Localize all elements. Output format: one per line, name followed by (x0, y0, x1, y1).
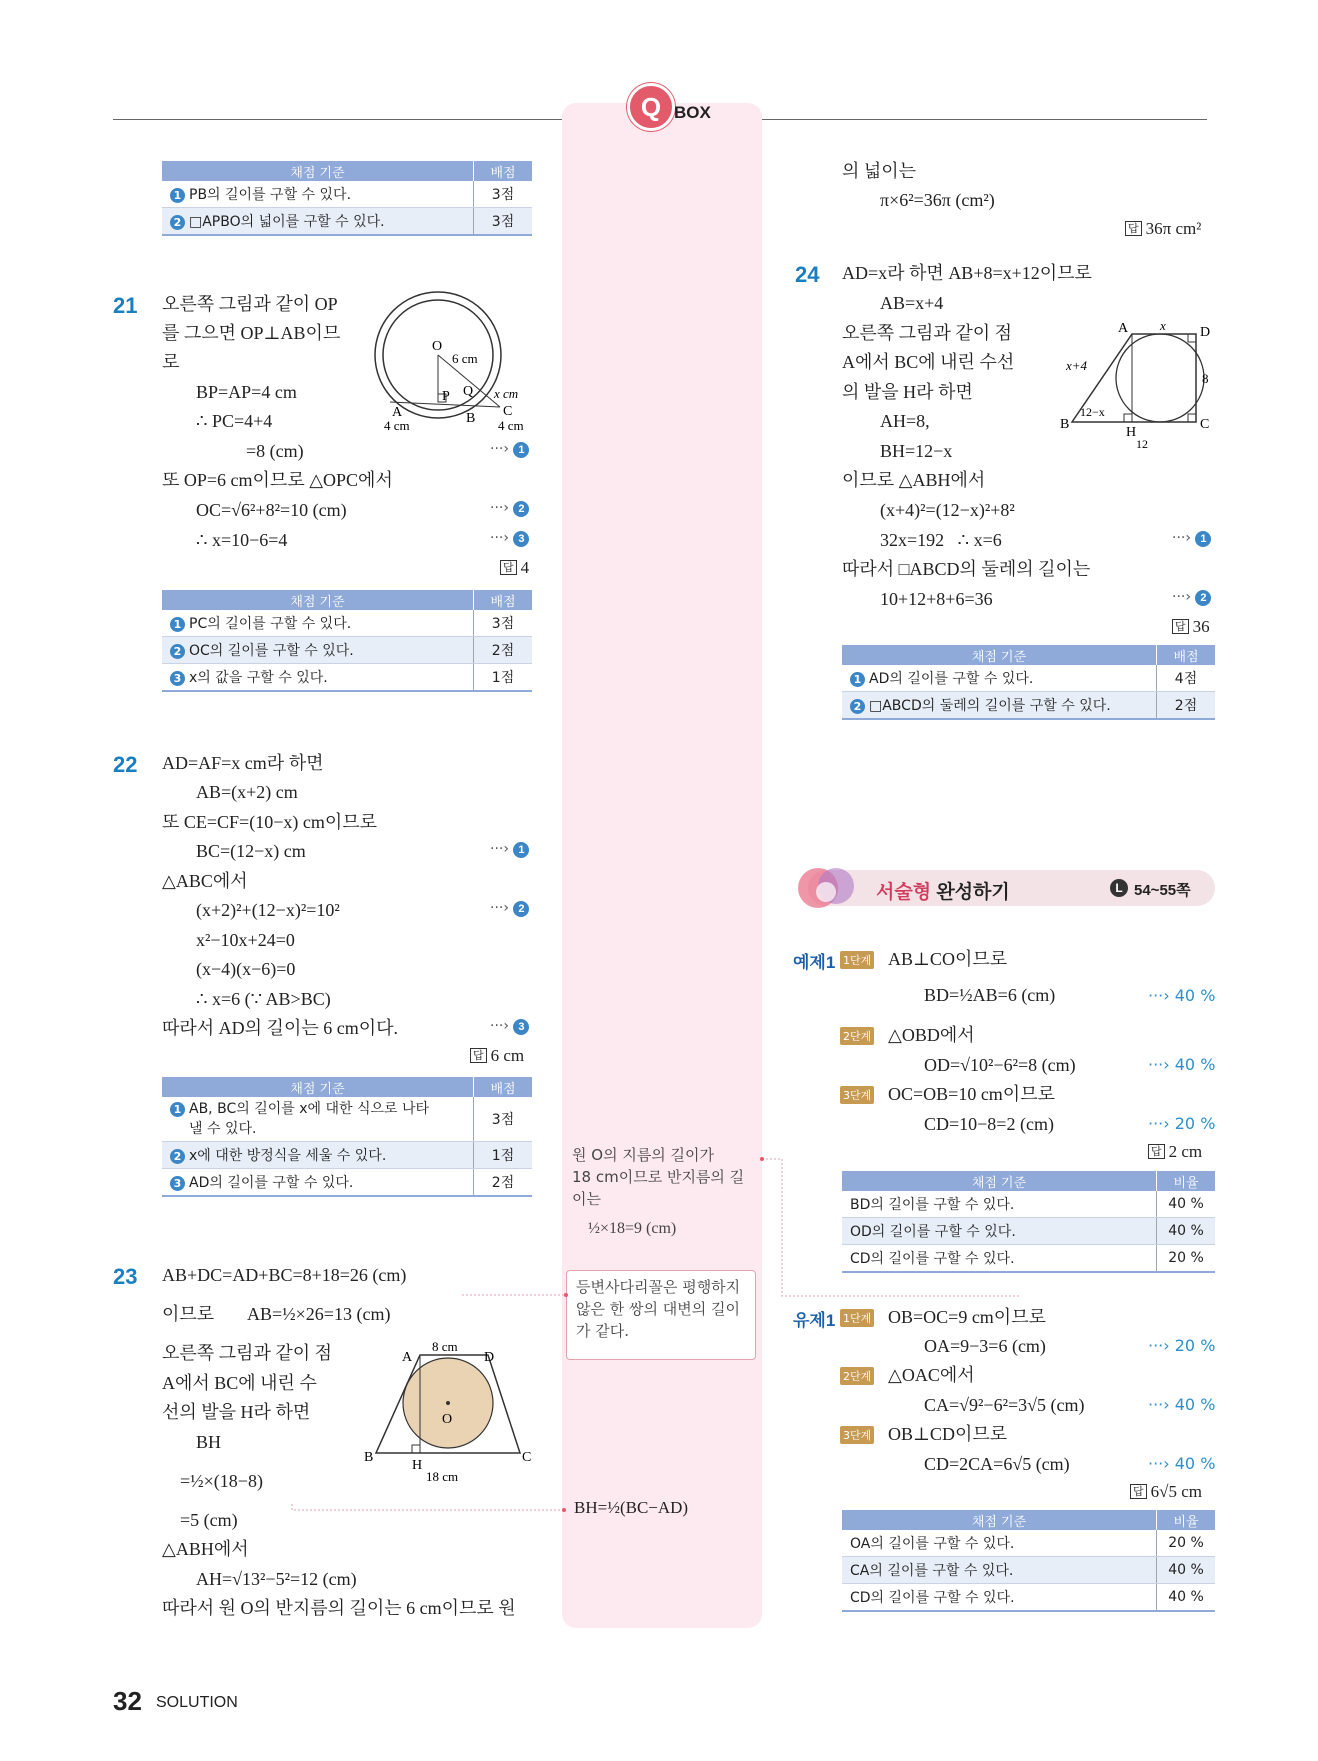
fig-label: O (442, 1412, 453, 1427)
fig-label: B (466, 411, 476, 426)
criteria-table-24 (842, 645, 1215, 720)
text-line: (x+4)²=(12−x)²+8² (880, 500, 1015, 520)
step-marker: ···› 2 (1172, 589, 1211, 606)
step-marker: ···› 2 (490, 900, 529, 917)
example-label: 예제1 (793, 953, 836, 972)
text-line: AB=x+4 (880, 293, 944, 313)
percent-marker: ···› 40 % (1148, 1055, 1216, 1074)
percent-marker: ···› 20 % (1148, 1114, 1216, 1133)
text-line: 로 (162, 352, 180, 372)
table-row: CD의 길이를 구할 수 있다. 40 % (842, 1584, 1215, 1612)
table-row: 2 □APBO의 넓이를 구할 수 있다. 3점 (162, 208, 532, 236)
table-row: 1 AD의 길이를 구할 수 있다. 4점 (842, 665, 1215, 692)
text-line: 오른쪽 그림과 같이 OP (162, 294, 338, 314)
answer: 답 6 cm (470, 1046, 524, 1066)
problem-number: 24 (795, 262, 820, 287)
table-row: 2 x에 대한 방정식을 세울 수 있다. 1점 (162, 1142, 532, 1169)
text-line: BH=12−x (880, 441, 953, 461)
page-number: 32 (113, 1686, 142, 1716)
text-line: 따라서 AD의 길이는 6 cm이다. (162, 1018, 398, 1038)
text-line: AH=√13²−5²=12 (cm) (196, 1569, 357, 1589)
text-line: ∴ PC=4+4 (196, 411, 273, 431)
fig-label: P (442, 389, 450, 404)
text-line: 또 CE=CF=(10−x) cm이므로 (162, 812, 378, 832)
step-marker: ···› 1 (490, 441, 529, 458)
text-line: 오른쪽 그림과 같이 점 (162, 1343, 332, 1363)
fig-label: C (503, 404, 513, 419)
table-row: 1 AB, BC의 길이를 x에 대한 식으로 나타 낼 수 있다. 3점 (162, 1097, 532, 1142)
fig-label: x (1160, 318, 1166, 333)
text-line: =5 (cm) (180, 1510, 238, 1530)
text-line: 오른쪽 그림과 같이 점 (842, 323, 1012, 343)
table-header: 채점 기준 (162, 590, 474, 610)
text-line: BC=(12−x) cm (196, 841, 306, 861)
fig-label: C (1200, 417, 1210, 432)
fig-label: 18 cm (426, 1469, 459, 1484)
answer: 답 6√5 cm (1130, 1482, 1202, 1502)
fig-label: B (1060, 417, 1070, 432)
fig-label: A (402, 1350, 413, 1365)
text-line: BH (196, 1432, 222, 1452)
percent-marker: ···› 40 % (1148, 1395, 1216, 1414)
table-row: 2 □ABCD의 둘레의 길이를 구할 수 있다. 2점 (842, 692, 1215, 720)
fig-label: H (412, 1458, 423, 1473)
text-line: 따라서 원 O의 반지름의 길이는 6 cm이므로 원 (162, 1598, 516, 1618)
step-marker: ···› 1 (490, 841, 529, 858)
text-line: π×6²=36π (cm²) (880, 190, 995, 210)
answer: 답 36 (1172, 617, 1210, 637)
page-ref: 54~55쪽 (1134, 882, 1191, 899)
text-line: 이므로 (162, 1304, 215, 1324)
text-line: A에서 BC에 내린 수 (162, 1373, 317, 1393)
footer-label: SOLUTION (156, 1694, 238, 1711)
table-row: 3 AD의 길이를 구할 수 있다. 2점 (162, 1169, 532, 1197)
text-line: ∴ x=10−6=4 (196, 530, 288, 550)
table-row: 2 OC의 길이를 구할 수 있다. 2점 (162, 637, 532, 664)
criteria-table-yu1 (842, 1510, 1215, 1612)
text-line: △ABH에서 (162, 1539, 249, 1559)
table-header: 채점 기준 (162, 161, 474, 181)
text-line: AB⊥CO이므로 (888, 949, 1008, 969)
table-header: 채점 기준 (842, 1510, 1157, 1530)
text-line: AD=x라 하면 AB+8=x+12이므로 (842, 263, 1092, 283)
table-row: 1 PB의 길이를 구할 수 있다. 3점 (162, 181, 532, 208)
text-line: AB+DC=AD+BC=8+18=26 (cm) (162, 1265, 407, 1285)
table-row: CD의 길이를 구할 수 있다. 20 % (842, 1245, 1215, 1273)
text-line: AH=8, (880, 411, 930, 431)
text-line: BP=AP=4 cm (196, 382, 297, 402)
table-header: 비율 (1157, 1171, 1216, 1191)
text-line: 선의 발을 H라 하면 (162, 1402, 311, 1422)
text-line: △OBD에서 (888, 1025, 975, 1045)
criteria-table-ex1 (842, 1171, 1215, 1273)
fig-label: 12 (1136, 437, 1148, 451)
table-row: 1 PC의 길이를 구할 수 있다. 3점 (162, 610, 532, 637)
fig-label: A (1118, 321, 1129, 336)
fig-label: 4 cm (384, 418, 410, 433)
table-header: 비율 (1157, 1510, 1216, 1530)
text-line: OC=√6²+8²=10 (cm) (196, 500, 347, 520)
text-line: =8 (cm) (246, 441, 304, 461)
page-ref-icon: L (1110, 879, 1128, 897)
exercise-label: 유제1 (793, 1311, 836, 1330)
text-line: BD=½AB=6 (cm) (924, 985, 1056, 1005)
text-line: 32x=192 ∴ x=6 (880, 530, 1002, 550)
fig-label: 8 (1202, 371, 1209, 386)
text-line: OD=√10²−6²=8 (cm) (924, 1055, 1076, 1075)
table-row: OD의 길이를 구할 수 있다. 40 % (842, 1218, 1215, 1245)
text-line: OC=OB=10 cm이므로 (888, 1084, 1055, 1104)
text-line: A에서 BC에 내린 수선 (842, 352, 1015, 372)
text-line: 10+12+8+6=36 (880, 589, 993, 609)
table-row: BD의 길이를 구할 수 있다. 40 % (842, 1191, 1215, 1218)
text-line: =½×(18−8) (180, 1471, 263, 1491)
fig-label: C (522, 1450, 532, 1465)
text-line: AB=(x+2) cm (196, 782, 298, 802)
fig-label: 12−x (1080, 405, 1105, 419)
problem-number: 22 (113, 752, 138, 777)
table-row: 3 x의 값을 구할 수 있다. 1점 (162, 664, 532, 692)
banner-circles-icon (796, 862, 866, 914)
text-line: (x+2)²+(12−x)²=10² (196, 900, 340, 920)
text-line: CA=√9²−6²=3√5 (cm) (924, 1395, 1085, 1415)
step-marker: ···› 3 (490, 530, 529, 547)
qbox-note-1: 원 O의 지름의 길이가 18 cm이므로 반지름의 길 이는 ½×18=9 (cm) (572, 1146, 745, 1237)
percent-marker: ···› 40 % (1148, 986, 1216, 1005)
problem-number: 23 (113, 1264, 138, 1289)
fig-label: B (364, 1450, 374, 1465)
table-row: OA의 길이를 구할 수 있다. 20 % (842, 1530, 1215, 1557)
table-row: CA의 길이를 구할 수 있다. 40 % (842, 1557, 1215, 1584)
stage-badge: 1단계 (840, 951, 874, 969)
table-header: 채점 기준 (842, 645, 1157, 665)
answer: 답 2 cm (1148, 1142, 1202, 1162)
qbox-logo: Q (627, 83, 675, 131)
text-line: OB=OC=9 cm이므로 (888, 1307, 1046, 1327)
text-line: △OAC에서 (888, 1365, 975, 1385)
qbox-note-2: 등변사다리꼴은 평행하지 않은 한 쌍의 대변의 길이 가 같다. (576, 1278, 741, 1340)
stage-badge: 2단계 (840, 1027, 874, 1045)
answer: 답 4 (500, 558, 529, 578)
text-line: 또 OP=6 cm이므로 △OPC에서 (162, 470, 393, 490)
fig-label: x+4 (1066, 358, 1088, 373)
fig-label: A (392, 405, 403, 420)
fig-label: D (484, 1350, 495, 1365)
percent-marker: ···› 40 % (1148, 1454, 1216, 1473)
stage-badge: 3단계 (840, 1086, 874, 1104)
text-line: 의 발을 H라 하면 (842, 382, 973, 402)
text-line: 의 넓이는 (842, 161, 917, 181)
fig-label: O (432, 339, 443, 354)
table-header: 배점 (474, 1077, 533, 1097)
text-line: 따라서 □ABCD의 둘레의 길이는 (842, 559, 1091, 579)
text-line: AB=½×26=13 (cm) (247, 1304, 391, 1324)
stage-badge: 2단계 (840, 1367, 874, 1385)
text-line: CD=2CA=6√5 (cm) (924, 1454, 1070, 1474)
text-line: (x−4)(x−6)=0 (196, 959, 296, 979)
text-line: CD=10−8=2 (cm) (924, 1114, 1054, 1134)
text-line: OB⊥CD이므로 (888, 1424, 1008, 1444)
fig-label: Q (463, 384, 474, 399)
percent-marker: ···› 20 % (1148, 1336, 1216, 1355)
fig-label: H (1126, 425, 1137, 440)
text-line: x²−10x+24=0 (196, 930, 295, 950)
problem-number: 21 (113, 293, 138, 318)
table-header: 채점 기준 (162, 1077, 474, 1097)
fig-label: 4 cm (498, 418, 524, 433)
text-line: 이므로 △ABH에서 (842, 470, 986, 490)
qbox-label: BOX (674, 103, 711, 122)
step-marker: ···› 1 (1172, 530, 1211, 547)
stage-badge: 3단계 (840, 1426, 874, 1444)
figure-24 (1060, 318, 1220, 458)
fig-label: D (1200, 325, 1211, 340)
text-line: AD=AF=x cm라 하면 (162, 753, 324, 773)
text-line: OA=9−3=6 (cm) (924, 1336, 1046, 1356)
table-header: 배점 (1157, 645, 1216, 665)
stage-badge: 1단계 (840, 1309, 874, 1327)
section-title: 서술형 완성하기 (876, 882, 1010, 903)
text-line: △ABC에서 (162, 871, 248, 891)
fig-label: 8 cm (432, 1339, 458, 1354)
step-marker: ···› 2 (490, 500, 529, 517)
table-header: 채점 기준 (842, 1171, 1157, 1191)
text-line: 를 그으면 OP⊥AB이므 (162, 323, 341, 343)
table-header: 배점 (474, 161, 533, 181)
fig-label: x cm (494, 386, 519, 401)
table-header: 배점 (474, 590, 533, 610)
step-marker: ···› 3 (490, 1018, 529, 1035)
answer: 답 36π cm² (1125, 219, 1201, 239)
fig-label: 6 cm (452, 351, 478, 366)
text-line: ∴ x=6 (∵ AB>BC) (196, 989, 331, 1009)
qbox-note-3: BH=½(BC−AD) (574, 1498, 689, 1517)
